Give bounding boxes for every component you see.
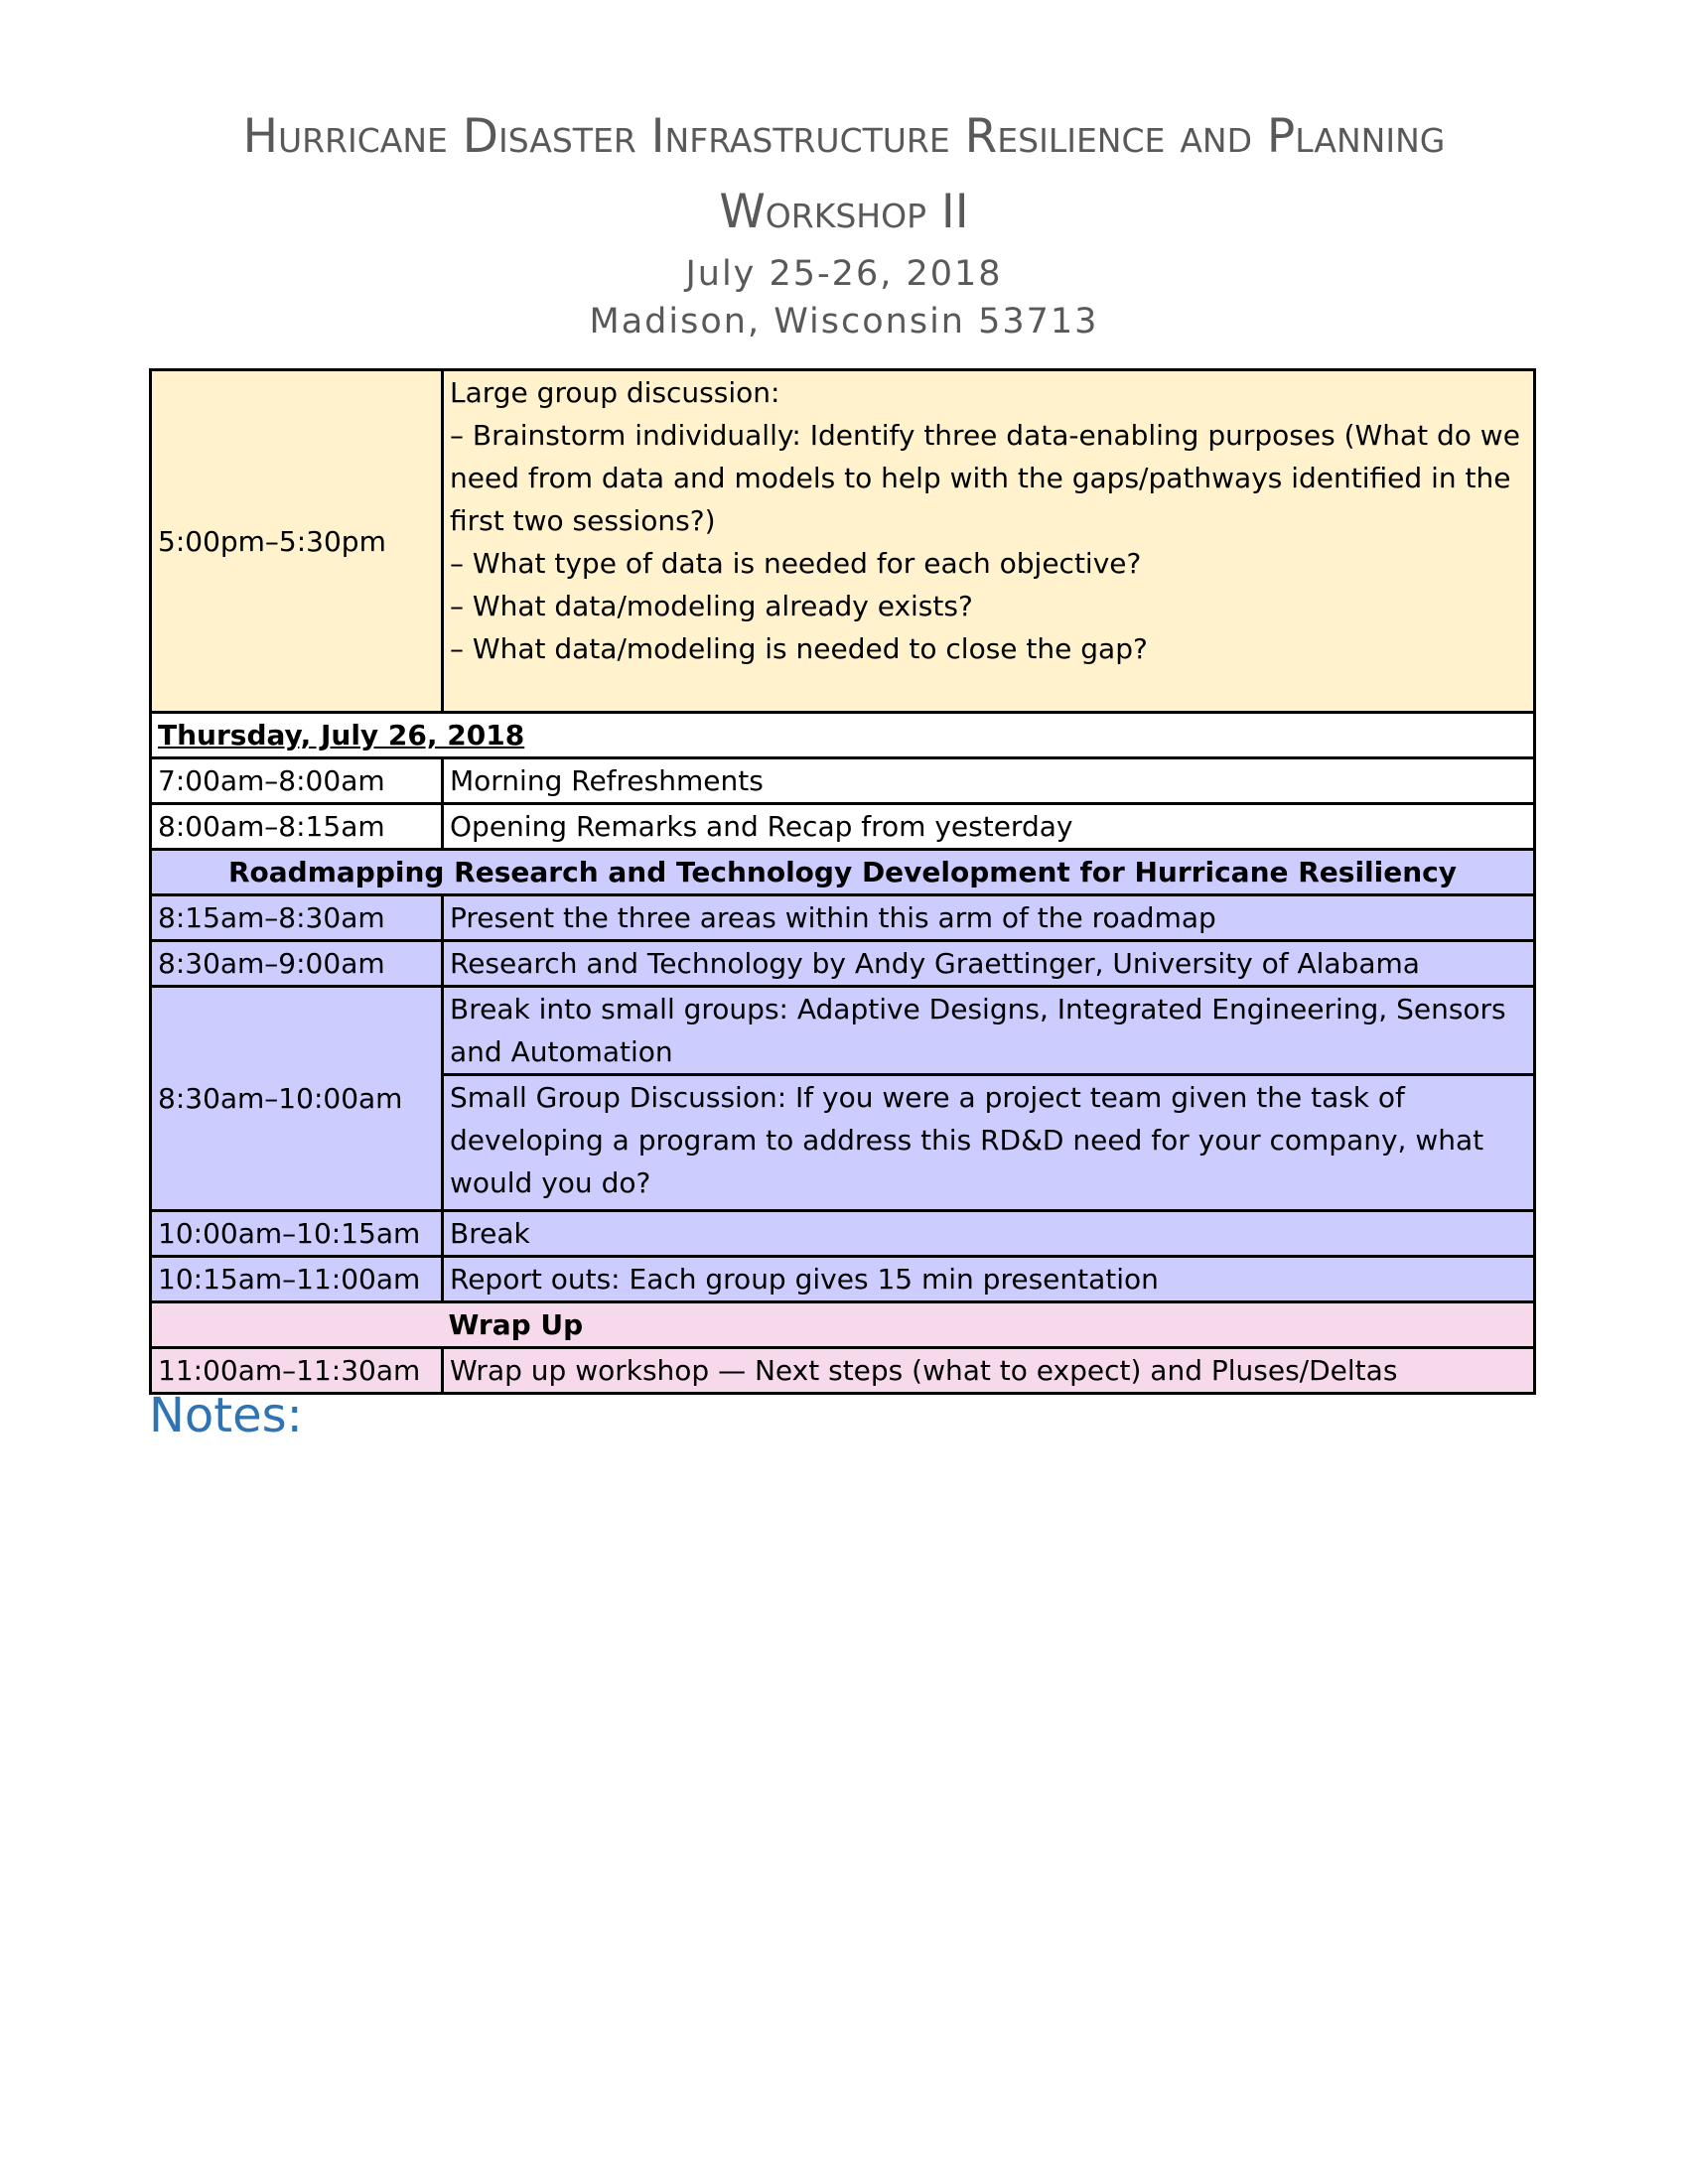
- activity-cell: Morning Refreshments: [443, 758, 1535, 804]
- agenda-table: [149, 368, 1536, 1395]
- time-cell: 11:00am–11:30am: [151, 1348, 443, 1394]
- time-cell: 8:30am–10:00am: [151, 987, 443, 1211]
- agenda-row: [151, 1348, 1535, 1394]
- document-header: [0, 99, 1688, 345]
- time-cell: 5:00pm–5:30pm: [151, 370, 443, 713]
- activity-line: – What data/modeling is needed to close the gap?: [450, 632, 1148, 665]
- agenda-row: [151, 370, 1535, 713]
- agenda-row: [151, 1211, 1535, 1257]
- time-cell: 8:00am–8:15am: [151, 804, 443, 850]
- agenda-row: [151, 758, 1535, 804]
- agenda-row: [151, 895, 1535, 941]
- agenda-row: [151, 1257, 1535, 1302]
- notes-heading: Notes:: [149, 1388, 303, 1443]
- activity-cell: Present the three areas within this arm of the roadmap: [443, 895, 1535, 941]
- section-header-row: [151, 850, 1535, 895]
- event-date: July 25-26, 2018: [685, 254, 1003, 294]
- time-cell: 8:30am–9:00am: [151, 941, 443, 987]
- activity-cell: Wrap up workshop — Next steps (what to expect) and Pluses/Deltas: [443, 1348, 1535, 1394]
- day-header-row: [151, 713, 1535, 758]
- event-location: Madison, Wisconsin 53713: [589, 302, 1099, 341]
- title-line-2: Workshop II: [719, 185, 969, 239]
- activity-line: – Brainstorm individually: Identify three data-enabling purposes (What do we need from data and models to help with the gaps/pathways identified in the first two sessions?): [450, 419, 1520, 537]
- agenda-row: [151, 804, 1535, 850]
- section-title-wrap: Wrap Up: [443, 1302, 1535, 1348]
- activity-cell: [443, 370, 1535, 713]
- section-spacer: [151, 1302, 443, 1348]
- time-cell: 7:00am–8:00am: [151, 758, 443, 804]
- activity-cell: Small Group Discussion: If you were a project team given the task of developing a program to address this RD&D need for your company, what would you do?: [443, 1075, 1535, 1211]
- agenda-row: [151, 941, 1535, 987]
- section-title-roadmap: Roadmapping Research and Technology Development for Hurricane Resiliency: [151, 850, 1535, 895]
- time-cell: 10:00am–10:15am: [151, 1211, 443, 1257]
- activity-cell: Research and Technology by Andy Graettinger, University of Alabama: [443, 941, 1535, 987]
- activity-cell: Report outs: Each group gives 15 min presentation: [443, 1257, 1535, 1302]
- time-cell: 8:15am–8:30am: [151, 895, 443, 941]
- activity-cell: Break into small groups: Adaptive Designs, Integrated Engineering, Sensors and Automation: [443, 987, 1535, 1075]
- agenda-row: [151, 987, 1535, 1075]
- activity-cell: Opening Remarks and Recap from yesterday: [443, 804, 1535, 850]
- activity-line: – What type of data is needed for each objective?: [450, 547, 1142, 580]
- activity-line: Large group discussion:: [450, 376, 780, 409]
- activity-line: – What data/modeling already exists?: [450, 590, 973, 622]
- activity-cell: Break: [443, 1211, 1535, 1257]
- title-line-1: Hurricane Disaster Infrastructure Resilience and Planning: [242, 109, 1446, 164]
- time-cell: 10:15am–11:00am: [151, 1257, 443, 1302]
- section-header-row: [151, 1302, 1535, 1348]
- day-header: Thursday, July 26, 2018: [151, 713, 1535, 758]
